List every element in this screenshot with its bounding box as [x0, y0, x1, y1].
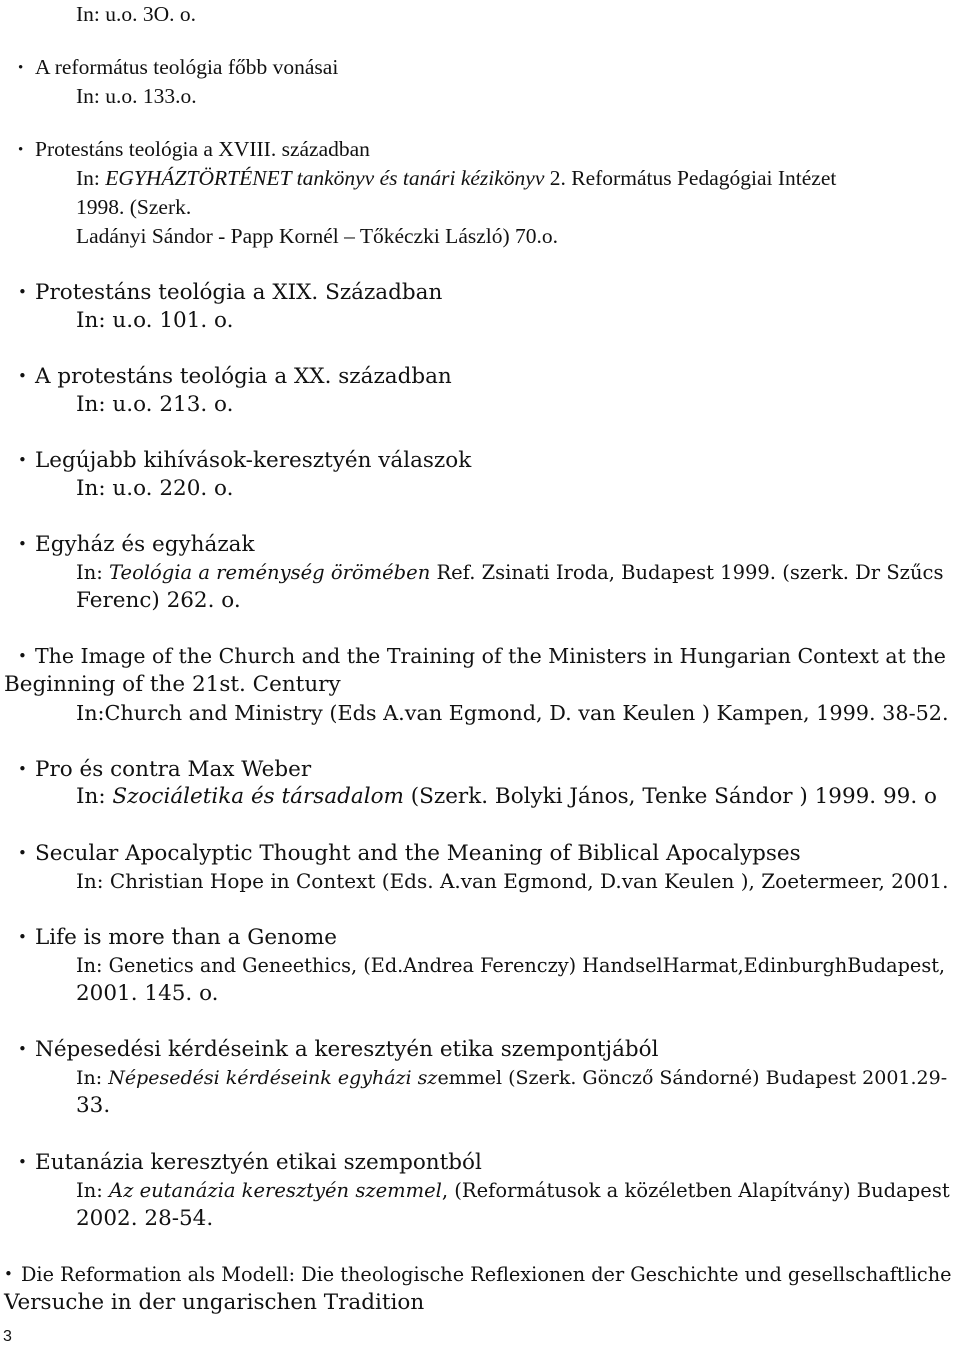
text-run: In: u.o. 213. o.: [76, 392, 234, 417]
bullet-marker: •: [18, 844, 27, 862]
entry-citation-line: [76, 699, 949, 727]
text-run: In: Christian Hope in Context (Eds. A.van Egmond, D.van Keulen ), Zoetermeer, 2001.: [76, 869, 949, 893]
text-run: In:: [76, 166, 106, 190]
bullet-marker: •: [18, 928, 27, 946]
entry-title-line: [18, 362, 452, 391]
bullet-marker: •: [18, 1040, 27, 1058]
text-run: In: u.o. 3O. o.: [76, 2, 197, 26]
bullet-marker: •: [18, 142, 24, 158]
entry-citation-line: [4, 671, 341, 699]
text-run: 2. Református Pedagógiai Intézet: [544, 166, 837, 190]
italic-title: Szociáletika és társadalom: [112, 784, 404, 809]
text-run: A protestáns teológia a XX. században: [35, 364, 452, 389]
entry-citation-line: [76, 391, 233, 419]
text-run: 2001. 145. o.: [76, 981, 219, 1006]
entry-citation-line: [76, 193, 191, 221]
entry-citation-line: [76, 82, 197, 110]
text-run: Pro és contra Max Weber: [35, 757, 312, 782]
entry-citation-line: [76, 980, 219, 1008]
entry-title-line: [18, 530, 255, 559]
text-run: In:: [76, 784, 113, 809]
entry-title-line: [18, 135, 370, 164]
bullet-marker: •: [4, 1265, 13, 1283]
entry-citation-line: [76, 1177, 950, 1205]
entry-title-line: [18, 446, 471, 475]
entry-title-line: [18, 839, 801, 868]
text-run: emmel (Szerk. Göncző Sándorné) Budapest 2001.29-: [437, 1067, 948, 1089]
bullet-marker: •: [18, 535, 27, 553]
page-number: 3: [3, 1328, 12, 1345]
bullet-marker: •: [18, 283, 27, 301]
entry-citation-line: [76, 164, 836, 192]
text-run: The Image of the Church and the Training of the Ministers in Hungarian Context at the: [35, 644, 946, 668]
bullet-marker: •: [18, 367, 27, 385]
text-run: Beginning of the 21st. Century: [4, 672, 341, 697]
entry-citation-line: [76, 475, 233, 503]
text-run: Life is more than a Genome: [35, 925, 338, 950]
text-run: Ref. Zsinati Iroda, Budapest 1999. (szerk. Dr Szűcs: [430, 561, 944, 584]
text-run: Eutanázia keresztyén etikai szempontból: [35, 1150, 482, 1175]
entry-citation-line: [76, 1092, 110, 1120]
italic-title: Az eutanázia keresztyén szemmel: [109, 1179, 442, 1202]
entry-citation-line: [76, 222, 558, 250]
entry-citation-line: [76, 1205, 213, 1233]
italic-title: Teológia a reménység örömében: [109, 561, 431, 584]
text-run: In: Genetics and Geneethics, (Ed.Andrea Ferenczy) HandselHarmat,EdinburghBudapest,: [76, 954, 946, 977]
entry-title-line: [18, 1148, 482, 1177]
text-run: Legújabb kihívások-keresztyén válaszok: [35, 448, 472, 473]
text-run: 1998. (Szerk.: [76, 195, 192, 219]
text-run: Ferenc) 262. o.: [76, 588, 241, 613]
text-run: Die Reformation als Modell: Die theologische Reflexionen der Geschichte und gesellschaftliche: [21, 1263, 952, 1286]
text-run: A református teológia főbb vonásai: [35, 55, 339, 79]
text-run: Versuche in der ungarischen Tradition: [4, 1290, 425, 1315]
text-run: Protestáns teológia a XVIII. században: [35, 137, 370, 161]
text-run: In:: [76, 1067, 109, 1089]
text-run: 2002. 28-54.: [76, 1206, 214, 1231]
italic-title: EGYHÁZTÖRTÉNET tankönyv és tanári kézikönyv: [105, 166, 545, 190]
entry-title-line: [18, 923, 337, 952]
entry-title-line: [18, 278, 442, 307]
entry-citation-line: [76, 783, 937, 811]
entry-citation-line: [76, 952, 945, 980]
bullet-marker: •: [18, 647, 27, 665]
bullet-marker: •: [18, 451, 27, 469]
entry-citation-line: [76, 1064, 947, 1092]
entry-citation-line: [76, 559, 943, 587]
text-run: , (Reformátusok a közéletben Alapítvány) Budapest: [441, 1179, 950, 1202]
entry-title-line: [76, 0, 196, 28]
entry-title-line: [4, 1260, 952, 1289]
text-run: In:: [76, 1179, 110, 1202]
italic-title: Népesedési kérdéseink egyházi sz: [108, 1067, 438, 1089]
text-run: In: u.o. 133.o.: [76, 84, 197, 108]
text-run: Secular Apocalyptic Thought and the Meaning of Biblical Apocalypses: [35, 841, 801, 866]
text-run: In: u.o. 220. o.: [76, 476, 234, 501]
text-run: Protestáns teológia a XIX. Században: [35, 280, 443, 305]
bullet-marker: •: [18, 1153, 27, 1171]
text-run: In:Church and Ministry (Eds A.van Egmond, D. van Keulen ) Kampen, 1999. 38-52.: [76, 701, 949, 725]
text-run: Egyház és egyházak: [35, 532, 255, 557]
text-run: Ladányi Sándor - Papp Kornél – Tőkéczki László) 70.o.: [76, 224, 559, 248]
entry-citation-line: [76, 867, 948, 895]
entry-title-line: [18, 1035, 658, 1064]
bullet-marker: •: [18, 60, 24, 76]
text-run: 33.: [76, 1093, 111, 1118]
text-run: Népesedési kérdéseink a keresztyén etika szempontjából: [35, 1037, 659, 1062]
entry-citation-line: [4, 1289, 424, 1317]
entry-citation-line: [76, 307, 233, 335]
text-run: In:: [76, 561, 110, 584]
text-run: (Szerk. Bolyki János, Tenke Sándor ) 1999. 99. o: [403, 784, 937, 809]
text-run: In: u.o. 101. o.: [76, 308, 234, 333]
bullet-marker: •: [18, 760, 27, 778]
entry-title-line: [18, 53, 338, 82]
entry-title-line: [18, 642, 946, 670]
entry-title-line: [18, 755, 311, 784]
entry-citation-line: [76, 587, 241, 615]
